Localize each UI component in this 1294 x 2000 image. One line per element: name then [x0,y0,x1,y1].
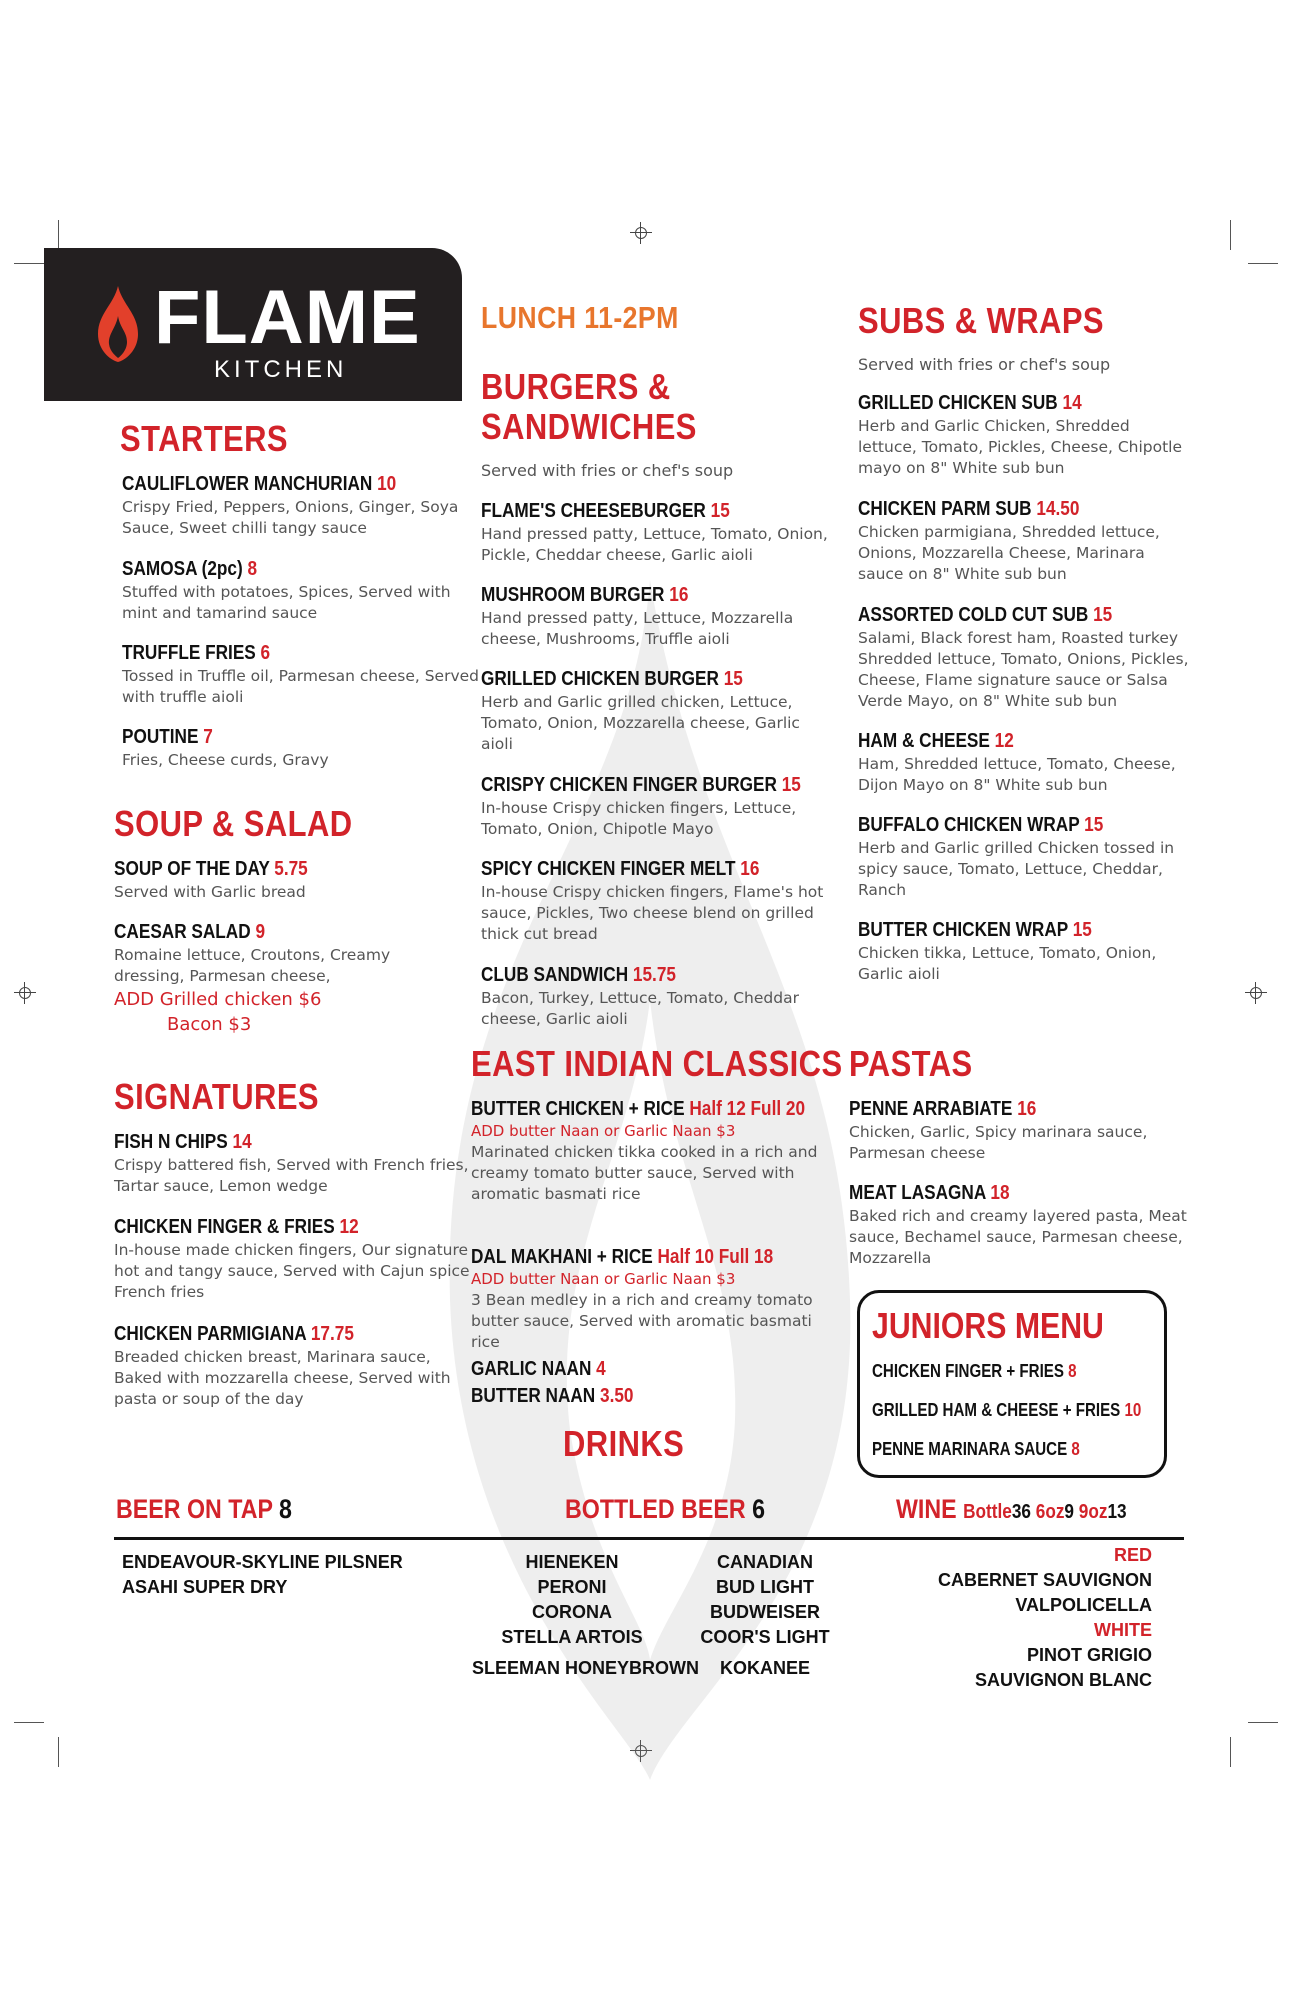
junior-item [872,1361,1077,1382]
item-addon: ADD butter Naan or Garlic Naan $3 [471,1270,736,1288]
wine-6oz-label: 6oz [1035,1501,1065,1523]
menu-item [849,1098,1189,1164]
crop-mark [58,1737,59,1767]
item-name: MEAT LASAGNA [849,1182,986,1204]
item-price: 17.75 [310,1323,354,1345]
item-desc: Herb and Garlic grilled Chicken tossed in spicy sauce, Tomato, Lettuce, Cheddar, Ranch [858,839,1175,899]
item-price: 7 [203,726,213,748]
item-name: GRILLED CHICKEN BURGER [481,668,719,690]
item-price: 16 [669,584,689,606]
wine-red-label: RED [1113,1545,1152,1565]
item-desc: Ham, Shredded lettuce, Tomato, Cheese, Dijon Mayo on 8" White sub bun [858,755,1176,794]
item-name: CHICKEN PARM SUB [858,498,1032,520]
crop-mark [58,220,59,250]
crop-mark [14,263,44,264]
menu-item [471,1385,633,1408]
menu-item [114,921,414,1037]
burgers-title: BURGERS & [481,366,671,407]
soup-salad-title: SOUP & SALAD [114,803,353,844]
item-name: FISH N CHIPS [114,1131,228,1153]
beer-on-tap-heading [116,1494,292,1525]
bottled-list-2 [700,1550,830,1681]
item-name: MUSHROOM BURGER [481,584,665,606]
item-name: BUFFALO CHICKEN WRAP [858,814,1080,836]
item-name: CHICKEN PARMIGIANA [114,1323,307,1345]
item-price: 15 [781,774,801,796]
item-desc: Chicken, Garlic, Spicy marinara sauce, Parmesan cheese [849,1123,1148,1162]
junior-item [872,1439,1080,1460]
item-name: ASSORTED COLD CUT SUB [858,604,1089,626]
bottled-beer-heading [565,1494,765,1525]
item-desc: In-house Crispy chicken fingers, Lettuce, Tomato, Onion, Chipotle Mayo [481,799,797,838]
menu-item [114,1216,474,1303]
menu-item [481,964,821,1030]
item-price: 15.75 [632,964,676,986]
burgers-note: Served with fries or chef's soup [481,461,734,480]
menu-item [114,1323,474,1410]
menu-item [858,919,1178,985]
item-name: BUTTER NAAN [471,1385,596,1407]
menu-item [122,642,482,708]
wine-list [930,1543,1152,1693]
list-item: KOKANEE [719,1658,810,1678]
item-price: 18 [990,1182,1010,1204]
item-price: 15 [710,500,730,522]
item-desc: Hand pressed patty, Lettuce, Mozzarella cheese, Mushrooms, Truffle aioli [481,609,794,648]
item-name: PENNE ARRABIATE [849,1098,1013,1120]
wine-heading [896,1494,1127,1525]
subs-title: SUBS & WRAPS [858,300,1104,341]
menu-item [858,730,1198,796]
list-item: ASAHI SUPER DRY [122,1577,288,1597]
list-item: STELLA ARTOIS [501,1627,643,1647]
item-price: 5.75 [274,858,308,880]
item-price: 8 [247,558,258,580]
item-desc: Tossed in Truffle oil, Parmesan cheese, Served with truffle aioli [122,667,479,706]
juniors-box [857,1290,1167,1478]
registration-mark [630,222,652,244]
list-item: COOR'S LIGHT [700,1627,830,1647]
item-price: 4 [596,1358,606,1380]
wine-9oz-price: 13 [1107,1501,1127,1523]
menu-item [122,726,482,771]
wine-bottle-label: Bottle [963,1501,1012,1523]
menu-item [114,1131,474,1197]
item-price: 10 [377,473,397,495]
menu-item [858,604,1198,712]
pastas-title: PASTAS [849,1043,973,1084]
item-desc: Fries, Cheese curds, Gravy [122,751,329,769]
brand-name: FLAME [154,275,421,360]
menu-item [481,584,821,650]
menu-item [858,814,1198,901]
addon-bacon: Bacon $3 [167,1014,252,1035]
item-name: DAL MAKHANI + RICE [471,1246,653,1268]
item-desc: Hand pressed patty, Lettuce, Tomato, Onion, Pickle, Cheddar cheese, Garlic aioli [481,525,828,564]
item-price: 15 [1072,919,1092,941]
item-price: 15 [1084,814,1104,836]
item-desc: Stuffed with potatoes, Spices, Served with mint and tamarind sauce [122,583,451,622]
item-price: 15 [723,668,743,690]
item-desc: In-house Crispy chicken fingers, Flame's hot sauce, Pickles, Two cheese blend on grilled thick cut bread [481,883,824,943]
item-name: FLAME'S CHEESEBURGER [481,500,706,522]
item-name: CAULIFLOWER MANCHURIAN [122,473,373,495]
list-item: SAUVIGNON BLANC [974,1670,1152,1690]
list-item: PINOT GRIGIO [1026,1645,1152,1665]
wine-title: WINE [896,1494,957,1524]
tap-list [122,1550,403,1600]
menu-item [122,473,482,539]
crop-mark [1248,263,1278,264]
bottled-beer-price: 6 [752,1494,766,1524]
list-item: CORONA [532,1602,612,1622]
menu-item [471,1358,606,1381]
item-desc: Romaine lettuce, Croutons, Creamy dressing, Parmesan cheese, [114,946,391,985]
item-name: GARLIC NAAN [471,1358,592,1380]
juniors-title: JUNIORS MENU [872,1305,1104,1346]
item-desc: 3 Bean medley in a rich and creamy tomato butter sauce, Served with aromatic basmati rice [471,1291,813,1351]
menu-item [858,498,1188,585]
list-item: ENDEAVOUR-SKYLINE PILSNER [122,1552,403,1572]
lunch-hours: LUNCH 11-2PM [481,300,679,335]
item-desc: Marinated chicken tikka cooked in a rich and creamy tomato butter sauce, Served with aromatic basmati rice [471,1143,818,1203]
item-price: 14 [1062,392,1082,414]
menu-item [849,1182,1194,1269]
crop-mark [1248,1722,1278,1723]
item-price: 10 [1124,1400,1142,1420]
registration-mark [1245,982,1267,1004]
item-price: 9 [255,921,266,943]
registration-mark [14,982,36,1004]
item-name: GRILLED CHICKEN SUB [858,392,1058,414]
item-name: CHICKEN FINGER & FRIES [114,1216,335,1238]
item-desc: Crispy battered fish, Served with French fries, Tartar sauce, Lemon wedge [114,1156,469,1195]
wine-white-label: WHITE [1094,1620,1152,1640]
signatures-title: SIGNATURES [114,1076,319,1117]
burgers-title-2: SANDWICHES [481,406,697,447]
starters-title: STARTERS [120,418,288,459]
crop-mark [1230,220,1231,250]
item-name: BUTTER CHICKEN WRAP [858,919,1068,941]
item-price: Half 12 Full 20 [689,1098,806,1120]
item-price: Half 10 Full 18 [657,1246,774,1268]
menu-item [858,392,1188,479]
addon-chicken: ADD Grilled chicken $6 [114,989,322,1010]
item-price: 6 [260,642,271,664]
junior-item [872,1400,1141,1421]
list-item: VALPOLICELLA [1015,1595,1152,1615]
menu-item [481,858,841,945]
list-item: SLEEMAN HONEYBROWN [472,1658,700,1678]
beer-on-tap-title: BEER ON TAP [116,1494,273,1524]
menu-item [481,668,836,755]
beer-on-tap-price: 8 [279,1494,292,1524]
item-name: BUTTER CHICKEN + RICE [471,1098,685,1120]
crop-mark [14,1722,44,1723]
menu-item [122,558,482,624]
crop-mark [1230,1737,1231,1767]
menu-item [481,774,826,840]
item-price: 14.50 [1036,498,1080,520]
item-name: CRISPY CHICKEN FINGER BURGER [481,774,777,796]
item-desc: Chicken parmigiana, Shredded lettuce, Onions, Mozzarella Cheese, Marinara sauce on 8" White sub bun [858,523,1160,583]
item-name: CLUB SANDWICH [481,964,629,986]
item-desc: Herb and Garlic Chicken, Shredded lettuce, Tomato, Pickles, Cheese, Chipotle mayo on 8" White sub bun [858,417,1183,477]
item-desc: Baked rich and creamy layered pasta, Meat sauce, Bechamel sauce, Parmesan cheese, Mozzarella [849,1207,1187,1267]
item-name: SOUP OF THE DAY [114,858,270,880]
item-name: GRILLED HAM & CHEESE + FRIES [872,1400,1121,1420]
item-desc: Breaded chicken breast, Marinara sauce, Baked with mozzarella cheese, Served with pasta or soup of the day [114,1348,451,1408]
item-name: HAM & CHEESE [858,730,990,752]
menu-item [114,858,474,903]
item-desc: Salami, Black forest ham, Roasted turkey Shredded lettuce, Tomato, Onions, Pickles, Cheese, Flame signature sauce or Salsa Verde Mayo, on 8" White sub bun [858,629,1189,710]
wine-bottle-price: 36 [1011,1501,1031,1523]
item-price: 8 [1068,1361,1077,1381]
item-price: 14 [232,1131,252,1153]
item-price: 15 [1093,604,1113,626]
drinks-title: DRINKS [563,1423,685,1464]
item-desc: Served with Garlic bread [114,883,306,901]
list-item: CANADIAN [717,1552,813,1572]
item-price: 12 [339,1216,359,1238]
item-price: 16 [1017,1098,1037,1120]
east-indian-title: EAST INDIAN CLASSICS [471,1043,843,1084]
drinks-divider [114,1537,1184,1540]
wine-9oz-label: 9oz [1078,1501,1108,1523]
item-desc: In-house made chicken fingers, Our signature hot and tangy sauce, Served with Cajun spice French fries [114,1241,470,1301]
menu-item [471,1098,836,1205]
item-name: CAESAR SALAD [114,921,251,943]
item-price: 8 [1071,1439,1080,1459]
list-item: CABERNET SAUVIGNON [937,1570,1152,1590]
item-desc: Chicken tikka, Lettuce, Tomato, Onion, Garlic aioli [858,944,1157,983]
brand-logo [44,248,462,401]
bottled-beer-title: BOTTLED BEER [565,1494,746,1524]
item-name: SPICY CHICKEN FINGER MELT [481,858,736,880]
item-name: SAMOSA (2pc) [122,558,243,580]
item-name: POUTINE [122,726,199,748]
item-name: PENNE MARINARA SAUCE [872,1439,1068,1459]
item-price: 16 [740,858,760,880]
list-item: HIENEKEN [525,1552,619,1572]
item-desc: Crispy Fried, Peppers, Onions, Ginger, Soya Sauce, Sweet chilli tangy sauce [122,498,459,537]
item-desc: Herb and Garlic grilled chicken, Lettuce, Tomato, Onion, Mozzarella cheese, Garlic aioli [481,693,800,753]
list-item: BUD LIGHT [716,1577,814,1597]
bottled-list-1 [472,1550,700,1681]
item-name: TRUFFLE FRIES [122,642,256,664]
flame-logo-icon [96,286,140,362]
item-price: 12 [994,730,1014,752]
wine-6oz-price: 9 [1064,1501,1074,1523]
item-price: 3.50 [600,1385,634,1407]
brand-sub: KITCHEN [214,356,348,383]
item-desc: Bacon, Turkey, Lettuce, Tomato, Cheddar cheese, Garlic aioli [481,989,799,1028]
item-addon: ADD butter Naan or Garlic Naan $3 [471,1122,736,1140]
list-item: BUDWEISER [709,1602,820,1622]
menu-item [471,1246,831,1353]
menu-item [481,500,841,566]
list-item: PERONI [537,1577,607,1597]
item-name: CHICKEN FINGER + FRIES [872,1361,1064,1381]
subs-note: Served with fries or chef's soup [858,355,1111,374]
